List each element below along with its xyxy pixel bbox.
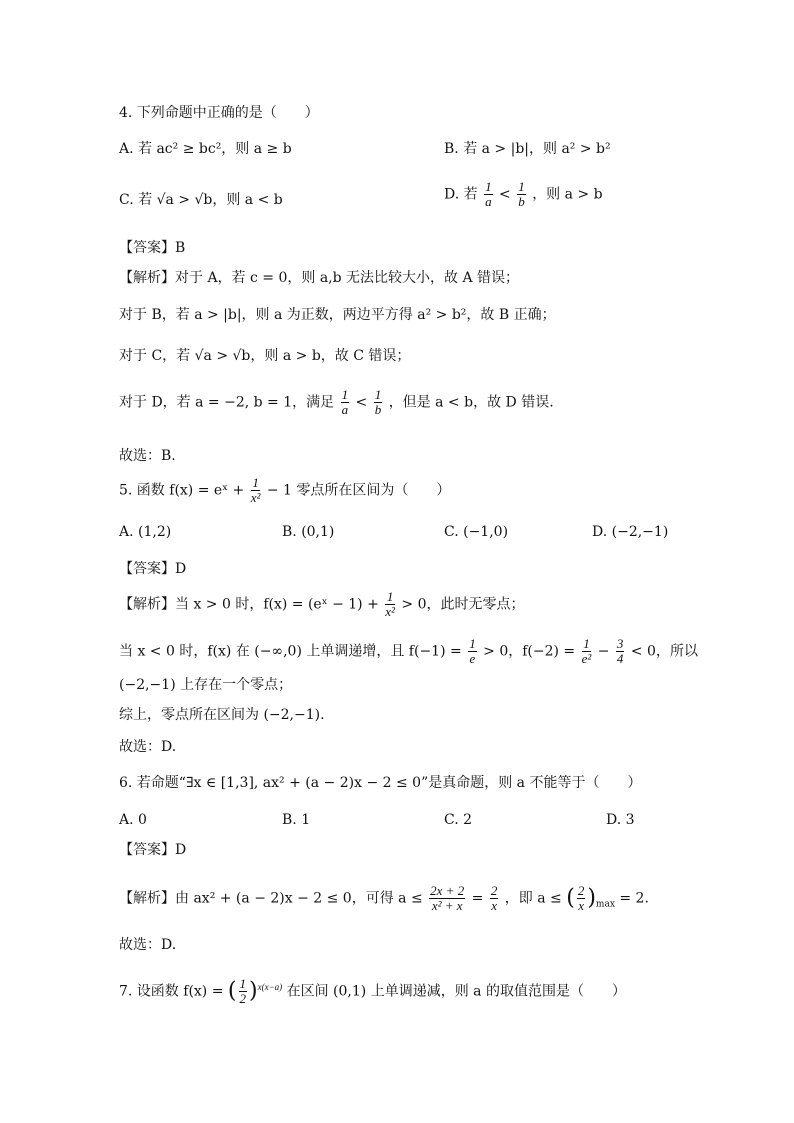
fraction-1-over-2: $\frac{1}{2}$	[239, 976, 246, 1007]
q5-analysis-1: 【解析】当 x > 0 时，f(x) = (eˣ − 1) + $\frac{1}{\text{x²}}$ > 0，此时无零点；	[119, 589, 525, 619]
q4-option-d: D. 若 $\frac{1}{a}$ < $\frac{1}{b}$ ，则 a > b	[444, 179, 603, 209]
q4-stem: 4. 下列命题中正确的是（ ）	[119, 105, 319, 121]
q6-answer: 【答案】D	[119, 842, 187, 858]
q6-option-a: A. 0	[119, 812, 147, 828]
right-paren-icon: )	[587, 885, 596, 911]
left-paren-icon: (	[227, 978, 237, 1004]
right-paren-icon: )	[249, 978, 258, 1004]
q5-stem: 5. 函数 f(x) = eˣ + $\frac{1}{\text{x²}}$ − 1 零点所在区间为（ ）	[119, 475, 451, 505]
q7-exponent: x(x−a)	[257, 982, 283, 992]
q4-option-b: B. 若 a > |b|，则 a² > b²	[444, 141, 611, 157]
fraction-1-over-b: $\frac{1}{b}$	[374, 387, 382, 417]
q6-option-c: C. 2	[444, 812, 473, 828]
q5-option-a: A. (1,2)	[119, 524, 172, 540]
q4-option-d-prefix: D. 若	[444, 186, 478, 203]
q4-analysis-3: 对于 C，若 √a > √b，则 a > b，故 C 错误；	[119, 348, 411, 364]
left-paren-icon: (	[566, 885, 575, 911]
fraction-2x2-over-x2x: $\frac{2x + 2}{\text{x² + x}}$	[430, 883, 465, 913]
q6-stem: 6. 若命题“∃x ∈ [1,3], ax² + (a − 2)x − 2 ≤ 0”是真命题，则 a 不能等于（ ）	[119, 775, 642, 791]
fraction-1-over-e2: $\frac{1}{\text{e²}}$	[581, 636, 592, 666]
q4-analysis-4: 对于 D，若 a = −2, b = 1，满足 $\frac{1}{a}$ < $\frac{1}{b}$ ，但是 a < b，故 D 错误.	[119, 387, 554, 417]
q5-option-b: B. (0,1)	[282, 524, 335, 540]
fraction-2-over-x: $\frac{2}{x}$	[490, 883, 498, 913]
q4-conclusion: 故选：B.	[119, 448, 176, 464]
q6-analysis: 【解析】由 ax² + (a − 2)x − 2 ≤ 0，可得 a ≤ $\frac{2x + 2}{\text{x² + x}}$ = $\frac{2}{x}$ ，即 a ≤ ( $\frac{2}{x}$ )$_{max} = 2$.	[119, 883, 649, 913]
q6-conclusion: 故选：D.	[119, 937, 177, 953]
q5-analysis-4: 综上，零点所在区间为 (−2,−1).	[119, 707, 325, 723]
q4-analysis-1: 【解析】对于 A，若 c = 0，则 a,b 无法比较大小，故 A 错误；	[119, 270, 520, 286]
fraction-1-over-e: $\frac{1}{e}$	[469, 636, 476, 666]
q5-analysis-3: (−2,−1) 上存在一个零点；	[119, 677, 293, 693]
q5-option-c: C. (−1,0)	[444, 524, 509, 540]
q6-option-d: D. 3	[606, 812, 635, 828]
q5-conclusion: 故选：D.	[119, 739, 177, 755]
fraction-1-over-a: $\frac{1}{a}$	[485, 179, 492, 209]
q4-option-c: C. 若 √a > √b，则 a < b	[119, 192, 283, 208]
q4-option-d-suffix: ，则 a > b	[532, 186, 603, 203]
fraction-1-over-b: $\frac{1}{b}$	[518, 179, 525, 209]
q4-analysis-2: 对于 B，若 a > |b|，则 a 为正数，两边平方得 a² > b²，故 B 正确；	[119, 307, 556, 323]
q5-analysis-2: 当 x < 0 时，f(x) 在 (−∞,0) 上单调递增，且 f(−1) = $\frac{1}{e}$ > 0，f(−2) = $\frac{1}{\text{e²}}$ − $\frac{3}{4}$ < 0，所以	[119, 636, 698, 666]
fraction-1-over-x2: $\frac{1}{\text{x²}}$	[250, 475, 261, 505]
max-subscript: max	[595, 899, 615, 910]
fraction-1-over-x2: $\frac{1}{\text{x²}}$	[385, 589, 395, 619]
fraction-1-over-a: $\frac{1}{a}$	[341, 387, 349, 417]
q5-answer: 【答案】D	[119, 561, 187, 577]
q4-answer: 【答案】B	[119, 240, 186, 256]
q5-option-d: D. (−2,−1)	[592, 524, 669, 540]
q6-option-b: B. 1	[282, 812, 311, 828]
q7-stem: 7. 设函数 f(x) = ( $\frac{1}{2}$ )$^{x(x-a)}$ 在区间 (0,1) 上单调递减，则 a 的取值范围是（ ）	[119, 976, 626, 1007]
q4-option-a: A. 若 ac² ≥ bc²，则 a ≥ b	[119, 141, 292, 157]
fraction-3-over-4: $\frac{3}{4}$	[616, 636, 624, 666]
fraction-2-over-x: $\frac{2}{x}$	[577, 883, 585, 913]
